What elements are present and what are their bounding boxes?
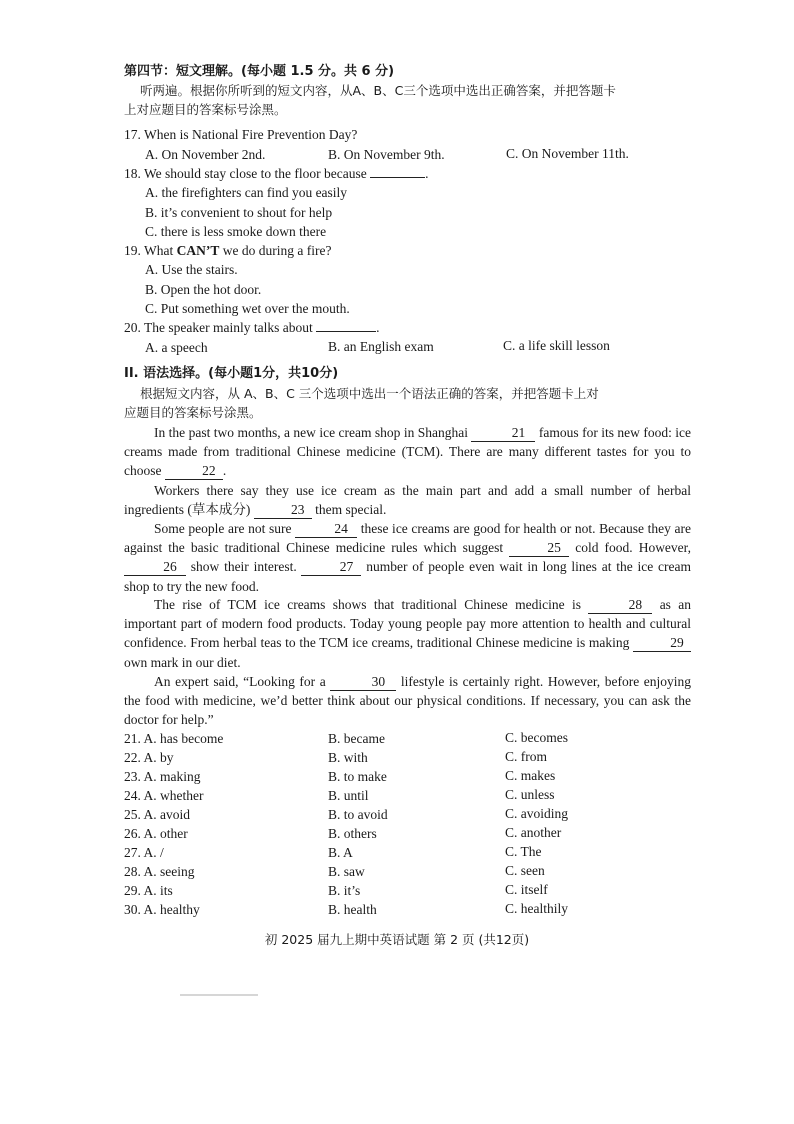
blank-24: 24 bbox=[295, 521, 357, 538]
question-18-option-c: C. there is less smoke down there bbox=[145, 224, 327, 239]
page-footer: 初 2025 届九上期中英语试题 第 2 页 (共12页) bbox=[264, 932, 530, 947]
section2-instruction-2: 应题目的答案标号涂黑。 bbox=[124, 405, 262, 420]
option-23-c: C. makes bbox=[505, 768, 556, 783]
option-29-b: B. it’s bbox=[328, 883, 361, 898]
question-20-option-a: A. a speech bbox=[145, 340, 208, 355]
option-27-a: 27. A. / bbox=[124, 845, 164, 860]
section2-instruction-1: 根据短文内容，从 A、B、C 三个选项中选出一个语法正确的答案，并把答题卡上对 bbox=[140, 386, 599, 401]
question-17-stem: 17. When is National Fire Prevention Day? bbox=[124, 127, 358, 142]
section4-title: 第四节：短文理解。(每小题 1.5 分。共 6 分) bbox=[124, 64, 395, 79]
question-20-option-c: C. a life skill lesson bbox=[503, 338, 610, 353]
blank-30: 30 bbox=[330, 674, 396, 691]
blank-23: 23 bbox=[254, 502, 312, 519]
question-17-option-c: C. On November 11th. bbox=[506, 146, 629, 161]
blank-28: 28 bbox=[588, 597, 652, 614]
option-25-c: C. avoiding bbox=[505, 806, 568, 821]
option-28-a: 28. A. seeing bbox=[124, 864, 195, 879]
option-21-c: C. becomes bbox=[505, 730, 568, 745]
passage-paragraph-1: In the past two months, a new ice cream shop in Shanghai 21 famous for its new food: ice creams made from traditional Chinese medicine (TCM). There are many different tastes for you to choose 22 . bbox=[124, 425, 692, 479]
question-20-option-b: B. an English exam bbox=[328, 339, 434, 354]
question-18-stem: 18. We should stay close to the floor because . bbox=[124, 166, 429, 181]
option-30-c: C. healthily bbox=[505, 901, 568, 916]
option-28-c: C. seen bbox=[505, 863, 545, 878]
option-24-c: C. unless bbox=[505, 787, 555, 802]
section4-instruction-1: 听两遍。根据你所听到的短文内容，从A、B、C三个选项中选出正确答案，并把答题卡 bbox=[140, 83, 616, 98]
question-19-option-b: B. Open the hot door. bbox=[145, 282, 262, 297]
section2-title: II. 语法选择。(每小题1分，共10分) bbox=[124, 366, 339, 381]
scan-smudge bbox=[180, 994, 258, 996]
option-23-b: B. to make bbox=[328, 769, 387, 784]
option-29-a: 29. A. its bbox=[124, 883, 173, 898]
option-21-a: 21. A. has become bbox=[124, 731, 224, 746]
question-20-stem: 20. The speaker mainly talks about . bbox=[124, 320, 380, 335]
option-25-b: B. to avoid bbox=[328, 807, 388, 822]
passage-paragraph-3: Some people are not sure 24 these ice creams are good for health or not. Because they are against the basic traditional Chinese medicine rules which suggest 25 cold food. However, 26 show their interest. 27 number of people even wait in long lines at the ice cream shop to try the new food. bbox=[124, 521, 692, 594]
option-21-b: B. became bbox=[328, 731, 385, 746]
option-30-a: 30. A. healthy bbox=[124, 902, 200, 917]
option-26-c: C. another bbox=[505, 825, 562, 840]
blank-25: 25 bbox=[509, 540, 569, 557]
question-17-option-a: A. On November 2nd. bbox=[145, 147, 266, 162]
option-22-c: C. from bbox=[505, 749, 547, 764]
option-26-a: 26. A. other bbox=[124, 826, 188, 841]
question-19-stem: 19. What CAN’T we do during a fire? bbox=[124, 243, 332, 258]
section4-instruction-2: 上对应题目的答案标号涂黑。 bbox=[124, 102, 287, 117]
question-18-option-b: B. it’s convenient to shout for help bbox=[145, 205, 333, 220]
option-27-b: B. A bbox=[328, 845, 353, 860]
option-30-b: B. health bbox=[328, 902, 377, 917]
option-28-b: B. saw bbox=[328, 864, 365, 879]
question-17-option-b: B. On November 9th. bbox=[328, 147, 445, 162]
question-19-option-a: A. Use the stairs. bbox=[145, 262, 238, 277]
question-18-option-a: A. the firefighters can find you easily bbox=[145, 185, 348, 200]
option-26-b: B. others bbox=[328, 826, 377, 841]
question-19-option-c: C. Put something wet over the mouth. bbox=[145, 301, 350, 316]
option-29-c: C. itself bbox=[505, 882, 548, 897]
option-25-a: 25. A. avoid bbox=[124, 807, 190, 822]
option-27-c: C. The bbox=[505, 844, 542, 859]
option-24-b: B. until bbox=[328, 788, 369, 803]
blank-22: 22 bbox=[165, 463, 223, 480]
passage-paragraph-4: The rise of TCM ice creams shows that traditional Chinese medicine is 28 as an important part of modern food products. Today young people pay more attention to health and cultural confidence. From herbal teas to the TCM ice creams, traditional Chinese medicine is making 29 own mark in our diet. bbox=[124, 597, 692, 670]
option-22-b: B. with bbox=[328, 750, 368, 765]
blank-21: 21 bbox=[471, 425, 535, 442]
option-22-a: 22. A. by bbox=[124, 750, 174, 765]
answer-blank bbox=[370, 177, 425, 178]
blank-29: 29 bbox=[633, 635, 691, 652]
answer-blank bbox=[316, 331, 376, 332]
option-23-a: 23. A. making bbox=[124, 769, 201, 784]
blank-26: 26 bbox=[124, 559, 186, 576]
blank-27: 27 bbox=[301, 559, 361, 576]
passage-paragraph-5: An expert said, “Looking for a 30 lifestyle is certainly right. However, before enjoying the food with medicine, we’d better think about our physical conditions. If necessary, you can ask the doctor for help.” bbox=[124, 674, 692, 728]
passage-paragraph-2: Workers there say they use ice cream as the main part and add a small number of herbal ingredients (草本成分) 23 them special. bbox=[124, 483, 691, 518]
option-24-a: 24. A. whether bbox=[124, 788, 204, 803]
